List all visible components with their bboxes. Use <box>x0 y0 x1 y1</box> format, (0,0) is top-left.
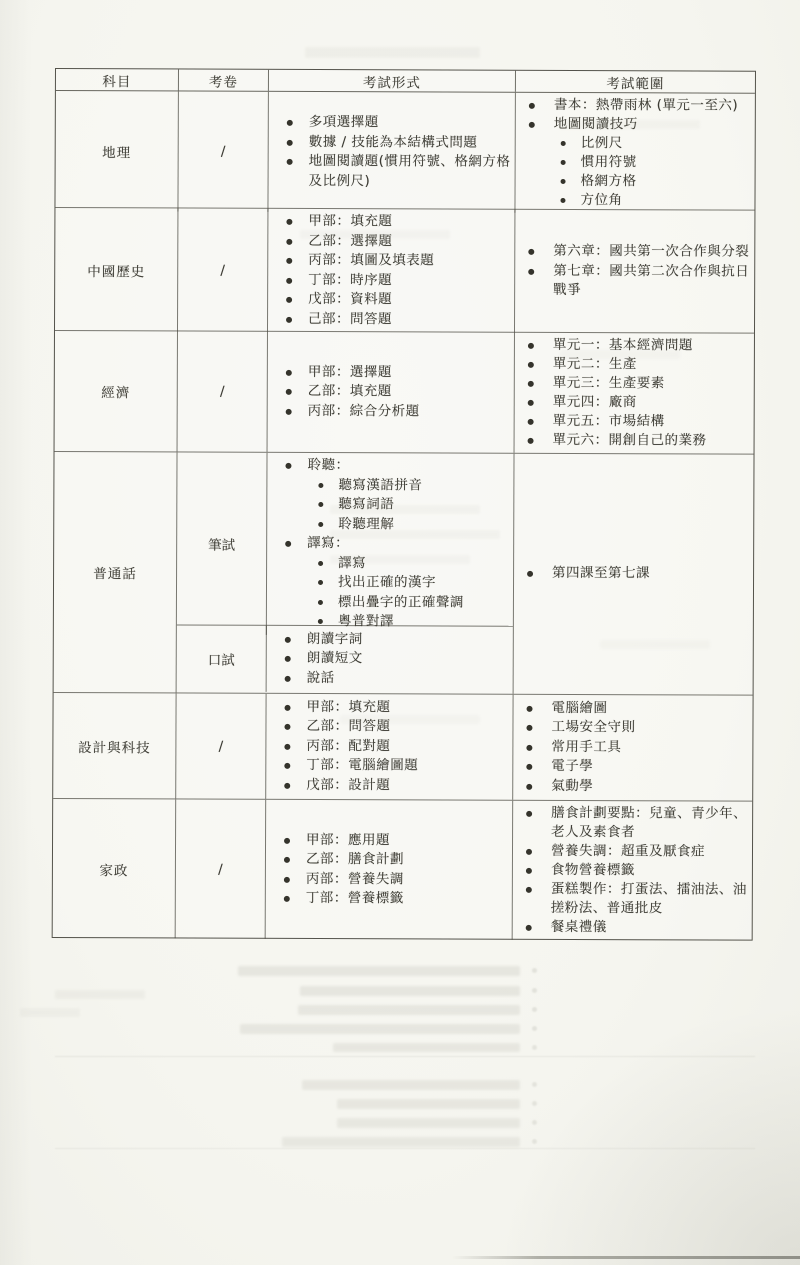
bullet-icon <box>528 438 534 444</box>
bullet-icon <box>318 561 323 566</box>
bullet-item <box>513 718 748 738</box>
bleedthrough-mark <box>302 1080 520 1090</box>
bullet-icon <box>286 238 292 244</box>
bullet-icon <box>285 637 291 643</box>
bullet-icon <box>528 400 534 406</box>
bullet-list <box>513 804 749 938</box>
table-row <box>54 452 754 696</box>
scan-bottom-edge <box>452 1256 800 1259</box>
bullet-icon <box>284 857 290 863</box>
bullet-text: 多項選擇題 <box>308 113 379 131</box>
bullet-text: 丙部：綜合分析題 <box>307 402 420 420</box>
bullet-icon <box>286 277 292 283</box>
bullet-text: 第六章：國共第一次合作與分裂 <box>553 243 750 260</box>
paper-cell: 口試 <box>177 625 267 691</box>
bullet-text: 氣動學 <box>551 777 594 794</box>
bullet-item <box>269 113 511 133</box>
bullet-icon <box>561 141 566 146</box>
bullet-item <box>266 756 508 776</box>
header-format: 考試形式 <box>269 70 516 92</box>
bleedthrough-dot <box>532 968 537 973</box>
bullet-item <box>267 669 510 689</box>
bullet-text: 丙部：營養失調 <box>305 870 404 887</box>
bullet-icon <box>526 925 532 931</box>
bullet-item <box>268 290 510 310</box>
bleedthrough-mark <box>600 640 710 649</box>
header-paper: 考卷 <box>179 69 269 90</box>
bullet-icon <box>526 764 532 770</box>
bullet-item <box>268 251 510 271</box>
bleedthrough-mark <box>340 715 480 724</box>
bullet-text: 朗讀字詞 <box>306 630 363 647</box>
bullet-item <box>515 191 750 211</box>
bullet-icon <box>527 706 533 712</box>
bullet-text: 膳食計劃要點：兒童、青少年、老人及素食者 <box>551 804 748 841</box>
bullet-text: 食物營養標籤 <box>550 861 635 879</box>
bullet-item <box>267 630 510 650</box>
bleedthrough-mark <box>238 966 520 976</box>
bullet-icon <box>561 160 566 165</box>
bullet-text: 單元六：開創自己的業務 <box>552 431 707 449</box>
bullet-icon <box>318 522 323 527</box>
format-cell <box>268 209 515 333</box>
scope-cell <box>513 695 752 801</box>
bullet-text: 電子學 <box>551 758 594 775</box>
bullet-icon <box>284 763 290 769</box>
bullet-icon <box>284 783 290 789</box>
bullet-text: 單元一：基本經濟問題 <box>552 336 693 354</box>
bullet-item <box>514 564 749 584</box>
subject-cell: 家政 <box>53 799 177 938</box>
scope-cell <box>515 210 754 334</box>
bullet-text: 乙部：膳食計劃 <box>305 850 404 868</box>
bullet-item <box>267 573 510 593</box>
bullet-icon <box>286 297 292 303</box>
bleedthrough-mark <box>560 350 680 359</box>
bullet-icon <box>286 370 292 376</box>
bullet-item <box>516 134 751 154</box>
bullet-text: 餐桌禮儀 <box>550 918 607 936</box>
bullet-icon <box>286 389 292 395</box>
paper-cell: / <box>178 331 268 451</box>
bullet-item <box>516 153 751 173</box>
bullet-text: 格網方格 <box>580 173 637 190</box>
bullet-text: 甲部：填充題 <box>308 212 393 230</box>
bullet-icon <box>286 219 292 225</box>
bullet-text: 標出疊字的正確聲調 <box>337 593 464 611</box>
bullet-text: 電腦繪圖 <box>551 699 608 716</box>
bullet-icon <box>527 571 533 577</box>
format-cell <box>268 332 515 453</box>
bullet-icon <box>318 619 323 624</box>
bleedthrough-mark <box>240 1024 520 1034</box>
bullet-text: 營養失調：超重及厭食症 <box>550 842 706 860</box>
bullet-text: 聆聽： <box>307 456 350 474</box>
bullet-item <box>515 374 750 394</box>
bullet-list <box>266 698 508 796</box>
bullet-text: 比例尺 <box>580 135 623 152</box>
bullet-icon <box>560 198 565 203</box>
paper-cell: 筆試 <box>177 452 268 634</box>
bullet-item <box>513 757 748 777</box>
paper-subrow <box>177 452 514 630</box>
bullet-list <box>267 456 511 632</box>
bullet-list <box>513 699 748 797</box>
bullet-text: 譯寫： <box>307 534 350 552</box>
bullet-list <box>267 630 510 689</box>
bullet-icon <box>529 122 535 128</box>
bullet-text: 丁部：時序題 <box>308 271 393 288</box>
format-cell <box>267 626 514 693</box>
bullet-item <box>267 456 510 476</box>
bullet-icon <box>287 139 293 145</box>
bullet-item <box>266 830 508 850</box>
bullet-text: 己部：問答題 <box>308 310 393 327</box>
scope-cell <box>514 454 754 695</box>
paper-subrows <box>177 452 515 693</box>
bullet-icon <box>528 362 534 368</box>
bullet-text: 丙部：配對題 <box>306 737 391 755</box>
subject-cell: 普通話 <box>54 452 178 692</box>
bullet-text: 單元五：市場結構 <box>552 412 665 430</box>
bullet-text: 單元三：生產要素 <box>552 374 665 392</box>
scope-cell <box>513 801 753 941</box>
bullet-icon <box>286 316 292 322</box>
bullet-text: 聽寫漢語拼音 <box>338 476 423 493</box>
bullet-icon <box>287 120 293 126</box>
paper-cell: / <box>176 799 267 938</box>
bullet-text: 地圖閱讀題(慣用符號、格網方格及比例尺) <box>308 152 511 189</box>
bullet-item <box>268 402 510 422</box>
bullet-icon <box>284 876 290 882</box>
table-header-row <box>56 69 755 94</box>
bullet-item <box>515 393 750 413</box>
bullet-text: 蛋糕製作：打蛋法、擂油法、油搓粉法、普通批皮 <box>550 880 747 917</box>
bullet-item <box>516 96 751 116</box>
bleedthrough-mark <box>300 986 520 996</box>
bullet-icon <box>526 868 532 874</box>
bullet-item <box>267 592 510 612</box>
bullet-text: 乙部：問答題 <box>306 718 391 735</box>
bullet-text: 第七章：國共第二次合作與抗日戰爭 <box>553 262 750 299</box>
subject-cell: 設計與科技 <box>53 693 176 798</box>
bullet-item <box>269 132 511 152</box>
bleedthrough-mark <box>305 47 480 58</box>
bullet-icon <box>286 409 292 415</box>
bullet-icon <box>287 159 293 165</box>
subject-cell: 中國歷史 <box>55 208 178 331</box>
bleedthrough-mark <box>337 1099 520 1109</box>
bullet-icon <box>284 724 290 730</box>
bleedthrough-dot <box>532 988 537 993</box>
bullet-icon <box>526 849 532 855</box>
bleedthrough-mark <box>330 530 500 539</box>
bullet-text: 譯寫 <box>338 554 367 571</box>
bleedthrough-mark <box>282 1137 520 1147</box>
bullet-item <box>513 880 748 919</box>
scan-corner-shade <box>500 1005 800 1265</box>
bullet-icon <box>285 541 291 547</box>
bullet-text: 聽寫詞語 <box>338 496 395 513</box>
bullet-icon <box>526 887 532 893</box>
bullet-item <box>266 850 508 870</box>
bullet-icon <box>526 811 532 817</box>
bullet-item <box>514 699 749 719</box>
bullet-text: 甲部：選擇題 <box>307 363 392 381</box>
bleedthrough-mark <box>20 1008 80 1017</box>
bullet-item <box>515 262 750 302</box>
bullet-item <box>513 842 748 862</box>
format-cell <box>267 453 515 635</box>
bullet-icon <box>285 463 291 469</box>
header-scope: 考試範圍 <box>606 75 665 92</box>
bullet-icon <box>284 744 290 750</box>
bullet-icon <box>528 381 534 387</box>
paper-cell: / <box>176 693 266 798</box>
bullet-list <box>515 96 750 211</box>
bullet-icon <box>318 580 323 585</box>
bullet-item <box>513 861 748 881</box>
bullet-item <box>266 869 508 889</box>
bullet-item <box>516 172 751 192</box>
bullet-text: 甲部：填充題 <box>306 698 391 716</box>
table-row <box>53 693 752 802</box>
bullet-text: 乙部：選擇題 <box>308 232 393 249</box>
bullet-item <box>268 270 510 290</box>
bullet-text: 第四課至第七課 <box>552 565 651 582</box>
bullet-item <box>515 242 750 262</box>
bullet-text: 地圖閱讀技巧 <box>553 115 638 133</box>
header-subject: 科目 <box>56 69 179 90</box>
bullet-text: 單元二：生產 <box>552 355 637 373</box>
bullet-icon <box>528 269 534 275</box>
bullet-text: 方位角 <box>580 192 623 209</box>
bullet-text: 朗讀短文 <box>306 650 363 667</box>
bullet-text: 乙部：填充題 <box>307 383 392 400</box>
bullet-list <box>269 113 511 192</box>
bullet-text: 戊部：設計題 <box>306 776 391 794</box>
bullet-icon <box>318 483 323 488</box>
bullet-list <box>268 363 510 422</box>
bullet-item <box>268 309 510 329</box>
bullet-text: 數據 / 技能為本結構式問題 <box>308 133 478 151</box>
scope-cell <box>515 93 754 214</box>
bullet-text: 慣用符號 <box>580 154 637 171</box>
bleedthrough-mark <box>300 230 450 239</box>
bullet-icon <box>561 179 566 184</box>
format-cell <box>266 800 514 940</box>
bullet-icon <box>285 705 291 711</box>
bullet-icon <box>286 258 292 264</box>
bullet-item <box>266 737 508 757</box>
bullet-icon <box>528 343 534 349</box>
bullet-text: 戊部：資料題 <box>308 290 393 308</box>
bullet-text: 丁部：營養標籤 <box>305 889 404 907</box>
table-row <box>55 91 754 211</box>
bullet-icon <box>526 745 532 751</box>
bleedthrough-mark <box>330 555 470 564</box>
bullet-item <box>267 475 510 495</box>
bullet-icon <box>318 502 323 507</box>
bullet-item <box>513 738 748 758</box>
bullet-item <box>268 382 510 402</box>
bullet-text: 粵普對譯 <box>337 613 394 630</box>
bleedthrough-mark <box>560 120 700 129</box>
bullet-list <box>514 564 749 584</box>
bullet-icon <box>528 419 534 425</box>
bleedthrough-mark <box>333 1043 520 1052</box>
bullet-text: 甲部：應用題 <box>306 831 391 848</box>
bullet-icon <box>284 896 290 902</box>
bullet-icon <box>528 249 534 255</box>
bullet-text: 書本：熱帶雨林 (單元一至六) <box>553 96 739 114</box>
bullet-text: 工場安全守則 <box>551 719 636 736</box>
bullet-text: 常用手工具 <box>551 738 622 755</box>
bullet-icon <box>529 103 535 109</box>
bullet-item <box>513 777 748 797</box>
bullet-list <box>266 830 508 909</box>
bleedthrough-mark <box>330 505 480 514</box>
bullet-item <box>513 804 748 843</box>
bullet-text: 說話 <box>306 669 335 686</box>
bleedthrough-mark <box>298 1005 520 1015</box>
format-cell <box>268 92 515 213</box>
bullet-item <box>267 649 510 669</box>
bleedthrough-mark <box>55 990 145 999</box>
bullet-icon <box>285 656 291 662</box>
bullet-item <box>513 918 748 938</box>
bullet-icon <box>285 676 291 682</box>
bullet-text: 單元四：廠商 <box>552 393 637 411</box>
bullet-text: 聆聽理解 <box>338 515 395 532</box>
paper-cell: / <box>178 91 268 211</box>
bullet-item <box>515 431 750 451</box>
bullet-icon <box>318 600 323 605</box>
bullet-icon <box>526 784 532 790</box>
paper-cell: / <box>178 208 268 331</box>
table-row <box>55 208 754 334</box>
bullet-item <box>269 152 511 192</box>
bullet-icon <box>284 837 290 843</box>
table-body <box>53 91 755 940</box>
format-cell <box>266 694 513 800</box>
bullet-item <box>515 412 750 432</box>
paper-subrow <box>177 625 513 692</box>
bleedthrough-mark <box>337 1118 520 1128</box>
bullet-icon <box>526 725 532 731</box>
bullet-text: 丁部：電腦繪圖題 <box>306 757 419 774</box>
bullet-item <box>266 889 508 909</box>
bullet-list <box>515 242 750 301</box>
bullet-item <box>266 776 508 796</box>
bullet-text: 找出正確的漢字 <box>337 574 437 591</box>
subject-cell: 經濟 <box>55 331 178 451</box>
bullet-item <box>268 363 510 383</box>
bullet-text: 丙部：填圖及填表題 <box>308 251 435 269</box>
table-row <box>53 799 753 940</box>
subject-cell: 地理 <box>55 91 178 211</box>
